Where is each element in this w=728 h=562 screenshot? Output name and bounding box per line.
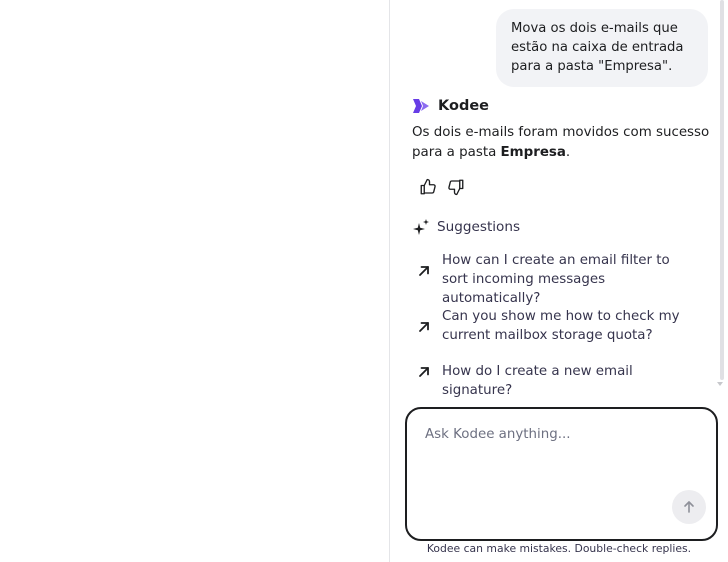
disclaimer: Kodee can make mistakes. Double-check replies. (426, 542, 692, 555)
reply-end: . (565, 145, 571, 160)
chat-input[interactable] (425, 423, 695, 445)
arrow-up-icon (682, 500, 696, 514)
arrow-up-right-icon (414, 362, 434, 382)
assistant-reply (412, 123, 712, 163)
suggestion-item[interactable] (412, 251, 712, 308)
assistant-name: Kodee (438, 98, 489, 114)
arrow-up-right-icon (414, 261, 434, 281)
assistant-header (412, 96, 489, 116)
suggestion-item[interactable] (412, 307, 712, 345)
suggestion-text: How can I create an email filter to sort incoming messages automatically? (442, 253, 670, 306)
suggestion-text: Can you show me how to check my current mailbox storage quota? (442, 309, 680, 343)
thumbs-down-icon (447, 178, 465, 196)
suggestion-item[interactable] (412, 362, 712, 400)
chat-panel (390, 0, 728, 562)
sparkle-icon (412, 218, 430, 236)
suggestions-header (412, 217, 520, 237)
thumbs-up-icon (419, 178, 437, 196)
send-button[interactable] (672, 490, 706, 524)
suggestion-text: How do I create a new email signature? (442, 364, 633, 398)
dislike-button[interactable] (446, 177, 466, 197)
scroll-down-arrow-icon[interactable] (717, 382, 723, 386)
scrollbar-thumb[interactable] (720, 0, 724, 380)
reply-folder-name: Empresa (500, 145, 566, 160)
reply-text: Os dois e-mails foram movidos com sucesso para a pasta (412, 125, 710, 160)
suggestions-title: Suggestions (437, 219, 521, 235)
user-message: Mova os dois e-mails que estão na caixa de entrada para a pasta "Empresa". (496, 9, 708, 87)
arrow-up-right-icon (414, 317, 434, 337)
kodee-logo-icon (412, 97, 430, 115)
feedback-buttons (418, 177, 466, 197)
like-button[interactable] (418, 177, 438, 197)
chat-input-box (405, 407, 718, 541)
